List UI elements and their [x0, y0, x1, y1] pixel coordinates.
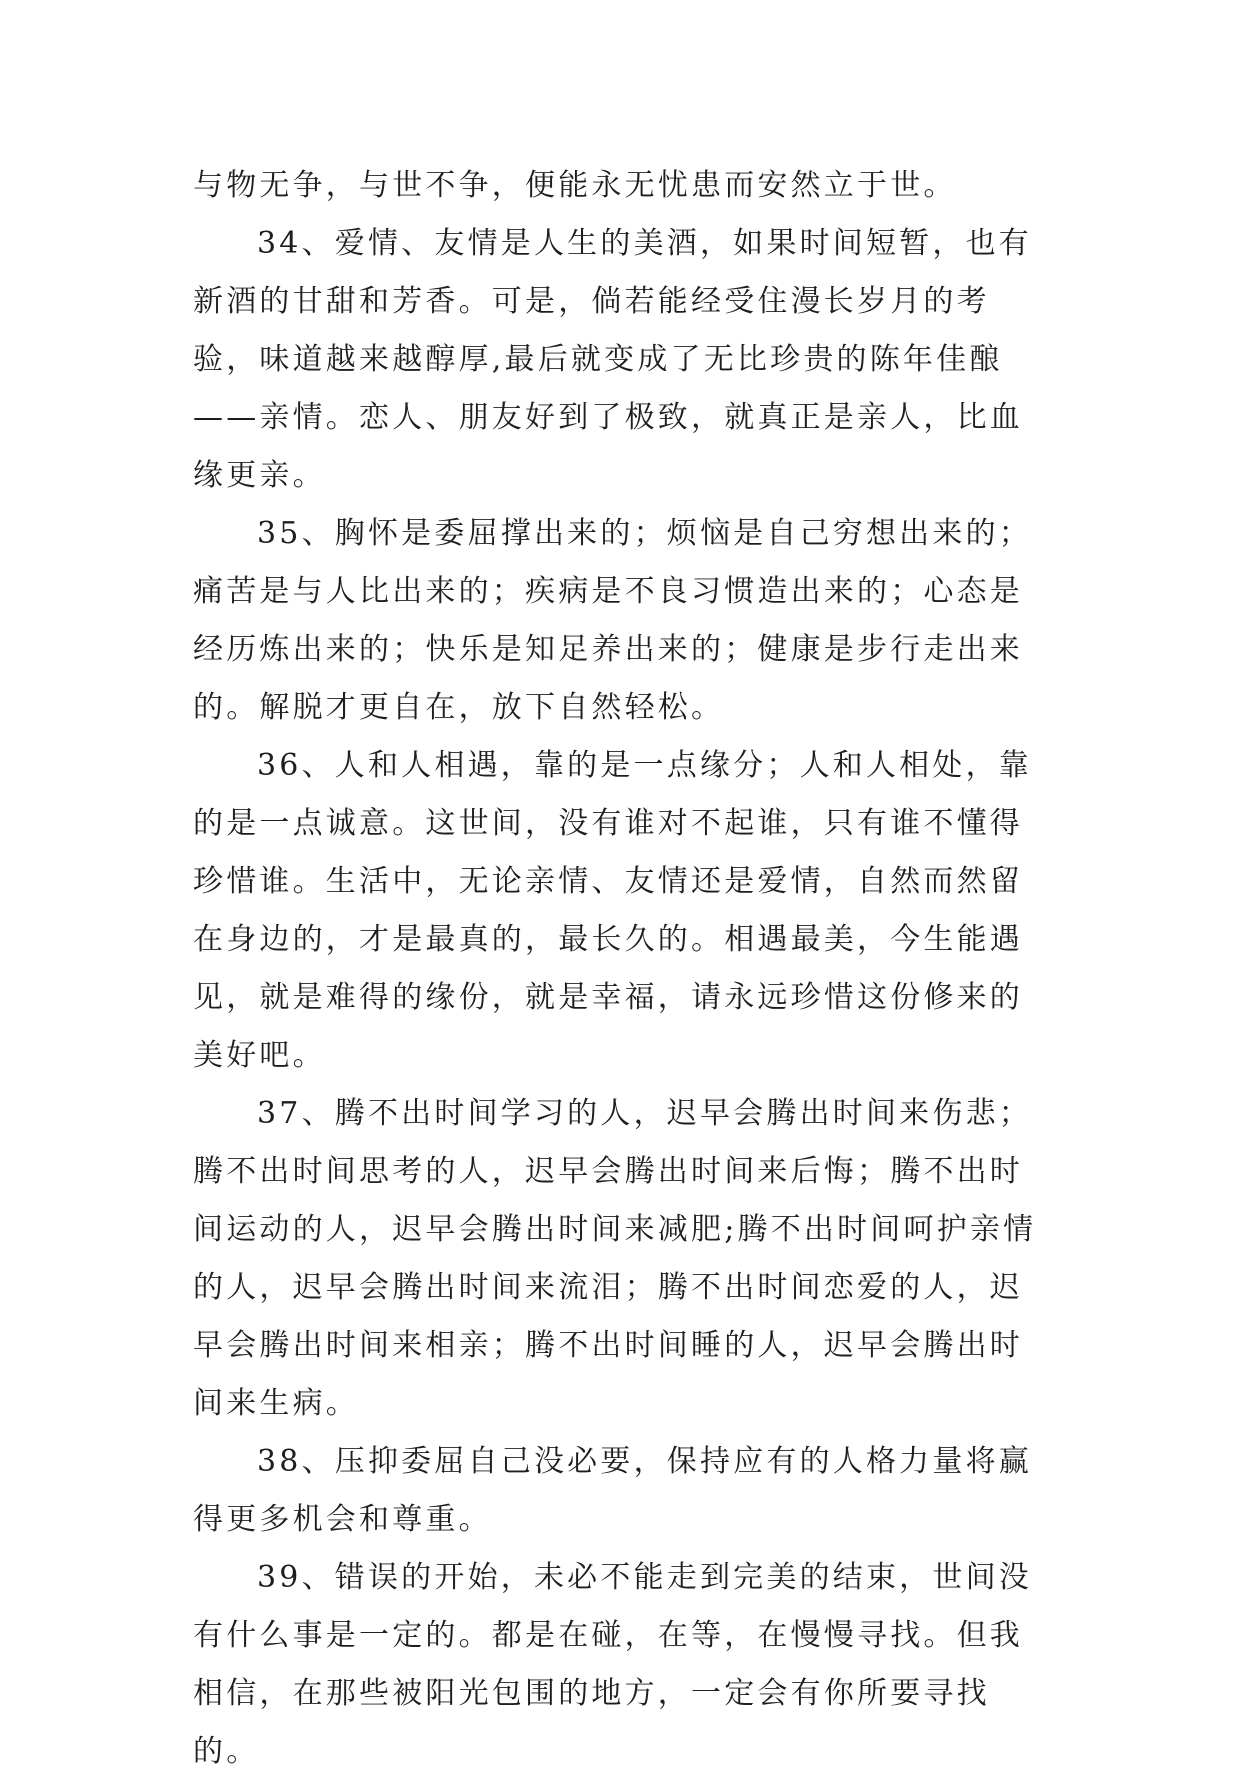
paragraph-35: 35、胸怀是委屈撑出来的；烦恼是自己穷想出来的；痛苦是与人比出来的；疾病是不良习惯造出来的；心态是经历炼出来的；快乐是知足养出来的；健康是步行走出来的。解脱才更自在，放下自然轻松。 — [193, 516, 1032, 725]
paragraph: 与物无争，与世不争，便能永无忧患而安然立于世。 — [193, 168, 957, 203]
paragraph-37: 37、腾不出时间学习的人，迟早会腾出时间来伤悲；腾不出时间思考的人，迟早会腾出时间来后悔；腾不出时间运动的人，迟早会腾出时间来减肥;腾不出时间呵护亲情的人，迟早会腾出时间来流泪；腾不出时间恋爱的人，迟早会腾出时间来相亲；腾不出时间睡的人，迟早会腾出时间来生病。 — [193, 1096, 1037, 1421]
paragraph-38: 38、压抑委屈自己没必要，保持应有的人格力量将赢得更多机会和尊重。 — [193, 1444, 1032, 1537]
paragraph-34: 34、爱情、友情是人生的美酒，如果时间短暂，也有新酒的甘甜和芳香。可是，倘若能经受住漫长岁月的考验，味道越来越醇厚,最后就变成了无比珍贵的陈年佳酿——亲情。恋人、朋友好到了极致，就真正是亲人，比血缘更亲。 — [193, 226, 1032, 493]
paragraph-36: 36、人和人相遇，靠的是一点缘分；人和人相处，靠的是一点诚意。这世间，没有谁对不起谁，只有谁不懂得珍惜谁。生活中，无论亲情、友情还是爱情，自然而然留在身边的，才是最真的，最长久的。相遇最美，今生能遇见，就是难得的缘份，就是幸福，请永远珍惜这份修来的美好吧。 — [193, 748, 1032, 1073]
body-text — [193, 157, 1055, 1781]
paragraph-39: 39、错误的开始，未必不能走到完美的结束，世间没有什么事是一定的。都是在碰，在等，在慢慢寻找。但我相信，在那些被阳光包围的地方，一定会有你所要寻找的。 — [193, 1560, 1032, 1769]
